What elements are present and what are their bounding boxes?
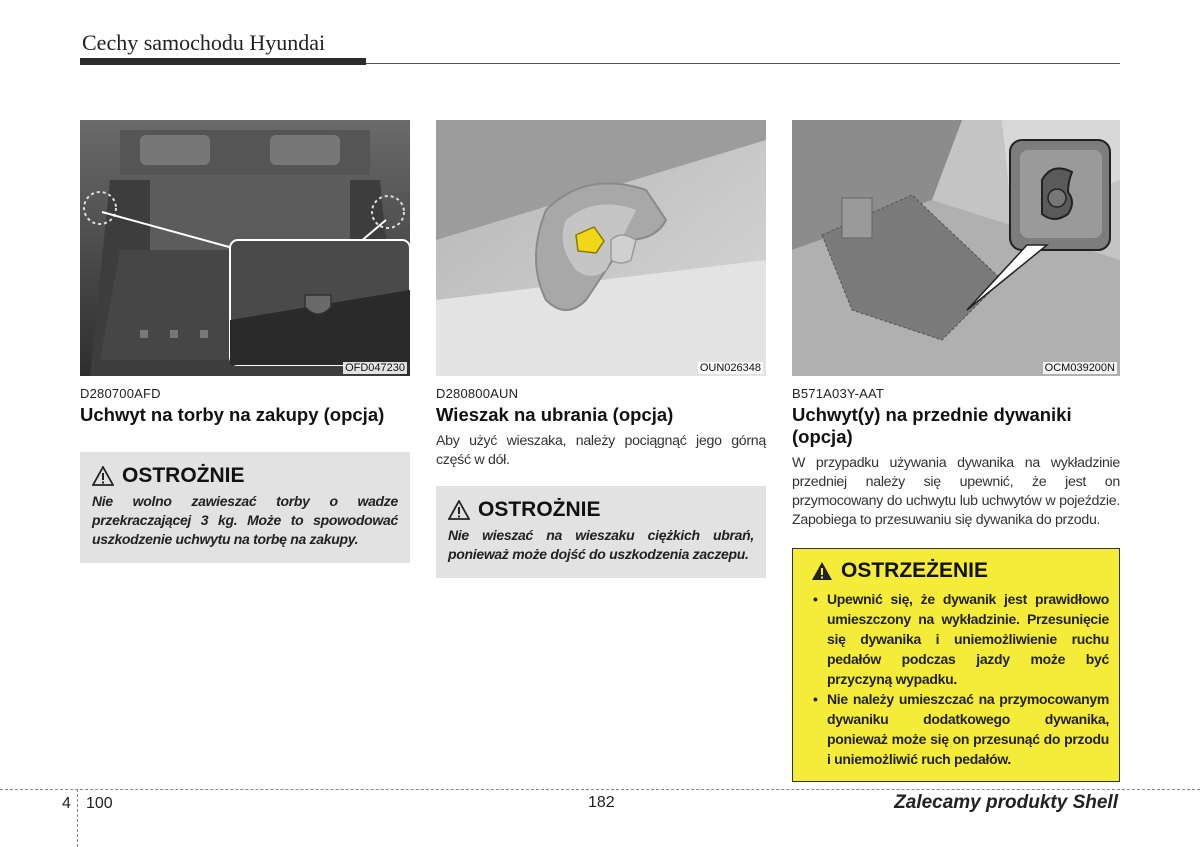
chapter-number: 4 [62,795,71,812]
warning-item: • Upewnić się, że dywanik jest prawidłowo umieszczony na wykładzinie. Przesunięcie się dywanika i uniemożliwienie ruchu pedałów podczas jazdy może być przyczyną wypadku. [803,589,1109,689]
section-title: Wieszak na ubrania (opcja) [436,404,674,425]
warning-heading [811,559,1109,583]
cargo-area-illustration [80,120,410,376]
photo-code: OFD047230 [345,362,405,374]
section-title: Uchwyt(y) na przednie dywaniki (opcja) [792,404,1072,447]
caution-box [80,452,410,563]
body-text: W przypadku używania dywanika na wykładzinie przedniej należy się upewnić, że jest on przymocowany do uchwytu lub uchwytów w pojeździe. Zapobiega to przesuwaniu się dywanika do przodu. [792,455,1120,528]
caution-text: Nie wolno zawieszać torby o wadze przekraczającej 3 kg. Może to spowodować uszkodzenie uchwytu na torbę na zakupy. [92,493,398,547]
ref-code: D280700AFD [80,386,161,401]
photo-cargo-area [80,120,410,376]
caution-heading [448,498,754,522]
page-number: 100 [86,795,113,812]
column-floor-mat-anchor [792,120,1120,782]
caution-triangle-icon [92,466,114,486]
warning-heading-text: OSTRZEŻENIE [841,559,989,582]
footer-divider [77,789,78,847]
ref-code: B571A03Y-AAT [792,386,885,401]
caution-heading-text: OSTROŻNIE [478,498,601,521]
photo-code: OUN026348 [699,362,761,374]
clothes-hanger-illustration [436,120,766,376]
section-title: Uchwyt na torby na zakupy (opcja) [80,404,385,425]
caution-heading [92,464,398,488]
caution-heading-text: OSTROŻNIE [122,464,245,487]
body-text: Aby użyć wieszaka, należy pociągnąć jego górną część w dół. [436,433,766,468]
photo-code: OCM039200N [1044,362,1115,374]
column-clothes-hanger [436,120,766,578]
warning-item: • Nie należy umieszczać na przymocowanym dywaniku dodatkowego dywanika, ponieważ może się on przesunąć do przodu i uniemożliwić ruch pedałów. [803,689,1109,769]
ref-code: D280800AUN [436,386,519,401]
page-header-title: Cechy samochodu Hyundai [82,30,326,55]
header-rule [366,63,1120,64]
caution-text: Nie wieszać na wieszaku ciężkich ubrań, ponieważ może dojść do uszkodzenia zaczepu. [448,527,754,562]
header-bar [80,58,366,65]
document-page-number: 182 [588,794,615,811]
column-shopping-bag-holder [80,120,410,563]
warning-box [792,548,1120,782]
warning-triangle-icon [811,561,833,581]
caution-triangle-icon [448,500,470,520]
warning-list [803,589,1109,769]
footer-slogan: Zalecamy produkty Shell [894,792,1118,813]
footer-rule [0,789,1200,790]
floor-mat-illustration [792,120,1120,376]
photo-clothes-hanger [436,120,766,376]
photo-floor-mat-anchor [792,120,1120,376]
caution-box [436,486,766,578]
